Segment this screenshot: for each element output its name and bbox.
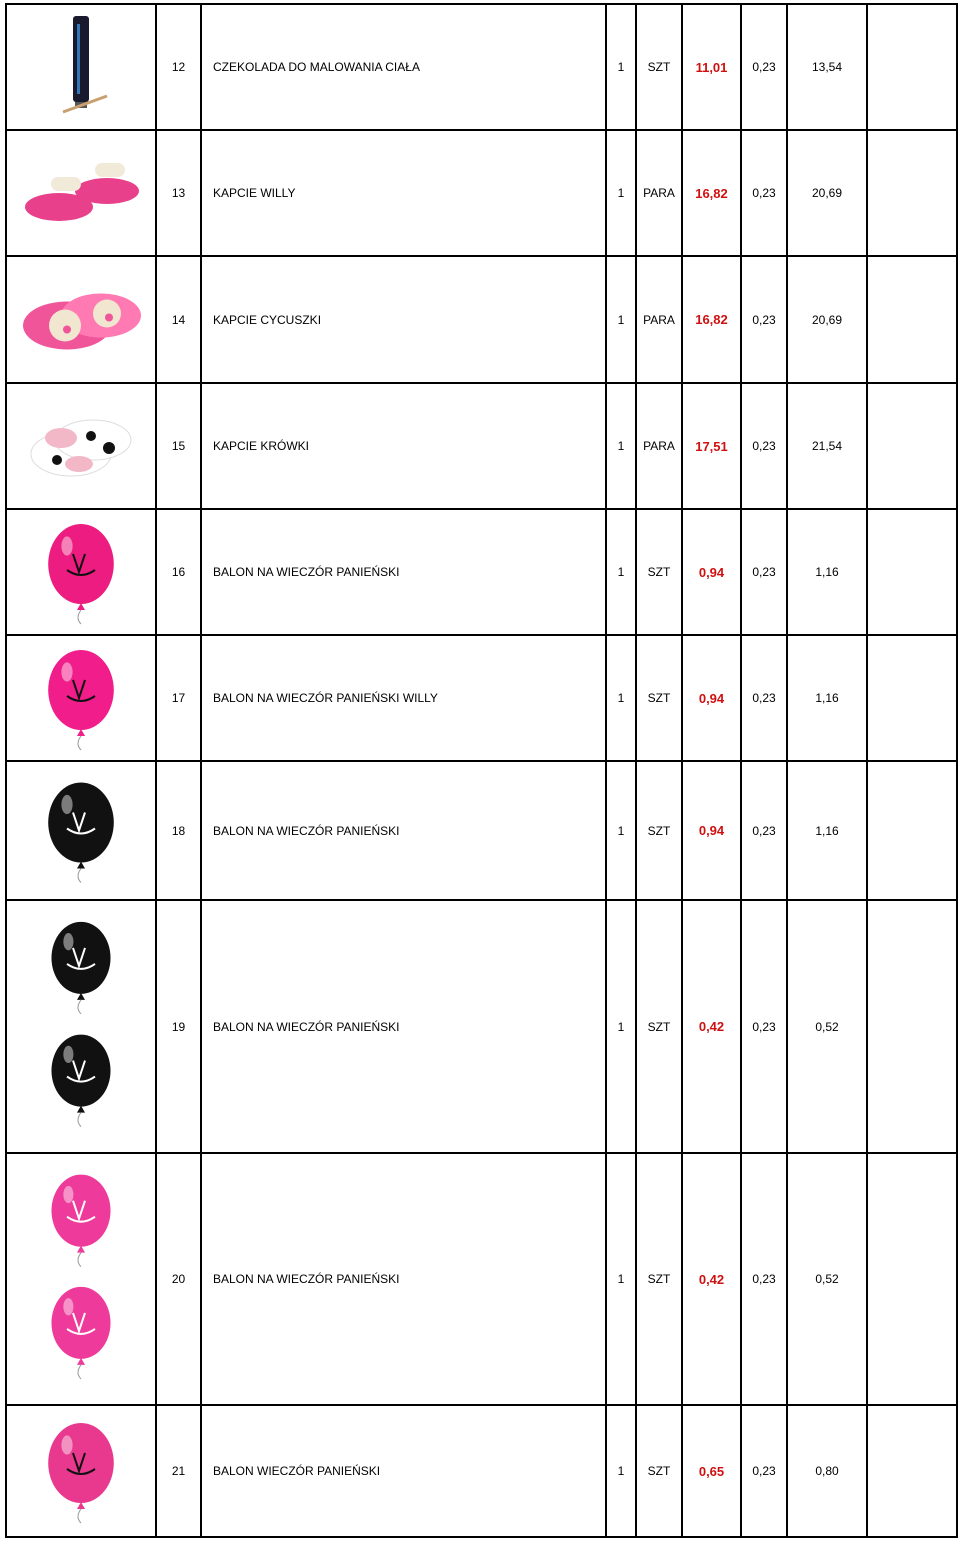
product-name: BALON NA WIECZÓR PANIEŃSKI — [201, 1153, 606, 1405]
product-image-cell — [6, 1405, 156, 1537]
unit: SZT — [636, 4, 682, 130]
product-image-cell — [6, 256, 156, 383]
quantity: 1 — [606, 1405, 636, 1537]
body-chocolate-tube-icon — [7, 8, 155, 126]
empty-cell — [867, 256, 957, 383]
unit: PARA — [636, 383, 682, 509]
vat-rate: 0,23 — [741, 1405, 787, 1537]
empty-cell — [867, 130, 957, 256]
empty-cell — [867, 635, 957, 761]
pink-balloons-pair-icon — [7, 1157, 155, 1401]
net-price: 0,65 — [682, 1405, 741, 1537]
gross-price: 0,80 — [787, 1405, 867, 1537]
product-image-cell — [6, 900, 156, 1153]
net-price: 17,51 — [682, 383, 741, 509]
product-name: BALON NA WIECZÓR PANIEŃSKI — [201, 761, 606, 900]
quantity: 1 — [606, 900, 636, 1153]
vat-rate: 0,23 — [741, 256, 787, 383]
table-row — [6, 635, 957, 761]
row-number: 16 — [156, 509, 201, 635]
net-price: 16,82 — [682, 256, 741, 383]
unit: PARA — [636, 256, 682, 383]
unit: SZT — [636, 1153, 682, 1405]
vat-rate: 0,23 — [741, 130, 787, 256]
gross-price: 0,52 — [787, 900, 867, 1153]
product-name: BALON NA WIECZÓR PANIEŃSKI WILLY — [201, 635, 606, 761]
quantity: 1 — [606, 256, 636, 383]
gross-price: 21,54 — [787, 383, 867, 509]
net-price: 11,01 — [682, 4, 741, 130]
empty-cell — [867, 383, 957, 509]
net-price: 16,82 — [682, 130, 741, 256]
vat-rate: 0,23 — [741, 1153, 787, 1405]
table-row — [6, 383, 957, 509]
quantity: 1 — [606, 635, 636, 761]
table-row — [6, 4, 957, 130]
gross-price: 20,69 — [787, 130, 867, 256]
boob-slippers-icon — [7, 260, 155, 379]
product-image-cell — [6, 130, 156, 256]
unit: SZT — [636, 761, 682, 900]
row-number: 18 — [156, 761, 201, 900]
product-name: BALON NA WIECZÓR PANIEŃSKI — [201, 900, 606, 1153]
vat-rate: 0,23 — [741, 383, 787, 509]
product-image-cell — [6, 509, 156, 635]
product-name: KAPCIE WILLY — [201, 130, 606, 256]
row-number: 21 — [156, 1405, 201, 1537]
table-row — [6, 761, 957, 900]
gross-price: 0,52 — [787, 1153, 867, 1405]
quantity: 1 — [606, 509, 636, 635]
product-image-cell — [6, 761, 156, 900]
pink-balloon-icon — [7, 513, 155, 631]
gross-price: 1,16 — [787, 635, 867, 761]
quantity: 1 — [606, 383, 636, 509]
gross-price: 13,54 — [787, 4, 867, 130]
row-number: 14 — [156, 256, 201, 383]
row-number: 13 — [156, 130, 201, 256]
table-row — [6, 1405, 957, 1537]
empty-cell — [867, 1153, 957, 1405]
willy-slippers-icon — [7, 134, 155, 252]
table-row — [6, 900, 957, 1153]
quantity: 1 — [606, 761, 636, 900]
black-balloons-pair-icon — [7, 904, 155, 1149]
quantity: 1 — [606, 130, 636, 256]
unit: SZT — [636, 635, 682, 761]
row-number: 12 — [156, 4, 201, 130]
table-row — [6, 509, 957, 635]
product-image-cell — [6, 4, 156, 130]
product-name: KAPCIE KRÓWKI — [201, 383, 606, 509]
quantity: 1 — [606, 4, 636, 130]
product-name: BALON WIECZÓR PANIEŃSKI — [201, 1405, 606, 1537]
product-table — [5, 3, 958, 1538]
gross-price: 1,16 — [787, 509, 867, 635]
net-price: 0,42 — [682, 1153, 741, 1405]
net-price: 0,94 — [682, 635, 741, 761]
row-number: 20 — [156, 1153, 201, 1405]
table-row — [6, 1153, 957, 1405]
vat-rate: 0,23 — [741, 900, 787, 1153]
black-balloon-icon — [7, 765, 155, 896]
vat-rate: 0,23 — [741, 4, 787, 130]
table-row — [6, 130, 957, 256]
empty-cell — [867, 761, 957, 900]
product-image-cell — [6, 383, 156, 509]
vat-rate: 0,23 — [741, 509, 787, 635]
empty-cell — [867, 1405, 957, 1537]
pink-balloon-icon — [7, 1409, 155, 1533]
unit: PARA — [636, 130, 682, 256]
table-row — [6, 256, 957, 383]
row-number: 17 — [156, 635, 201, 761]
pink-balloon-icon — [7, 639, 155, 757]
product-name: KAPCIE CYCUSZKI — [201, 256, 606, 383]
vat-rate: 0,23 — [741, 635, 787, 761]
product-name: BALON NA WIECZÓR PANIEŃSKI — [201, 509, 606, 635]
table-body — [6, 4, 957, 1537]
net-price: 0,94 — [682, 509, 741, 635]
unit: SZT — [636, 1405, 682, 1537]
net-price: 0,42 — [682, 900, 741, 1153]
cow-slippers-icon — [7, 387, 155, 505]
unit: SZT — [636, 509, 682, 635]
gross-price: 20,69 — [787, 256, 867, 383]
product-image-cell — [6, 1153, 156, 1405]
empty-cell — [867, 900, 957, 1153]
quantity: 1 — [606, 1153, 636, 1405]
empty-cell — [867, 509, 957, 635]
row-number: 15 — [156, 383, 201, 509]
gross-price: 1,16 — [787, 761, 867, 900]
product-name: CZEKOLADA DO MALOWANIA CIAŁA — [201, 4, 606, 130]
net-price: 0,94 — [682, 761, 741, 900]
unit: SZT — [636, 900, 682, 1153]
vat-rate: 0,23 — [741, 761, 787, 900]
empty-cell — [867, 4, 957, 130]
product-image-cell — [6, 635, 156, 761]
row-number: 19 — [156, 900, 201, 1153]
